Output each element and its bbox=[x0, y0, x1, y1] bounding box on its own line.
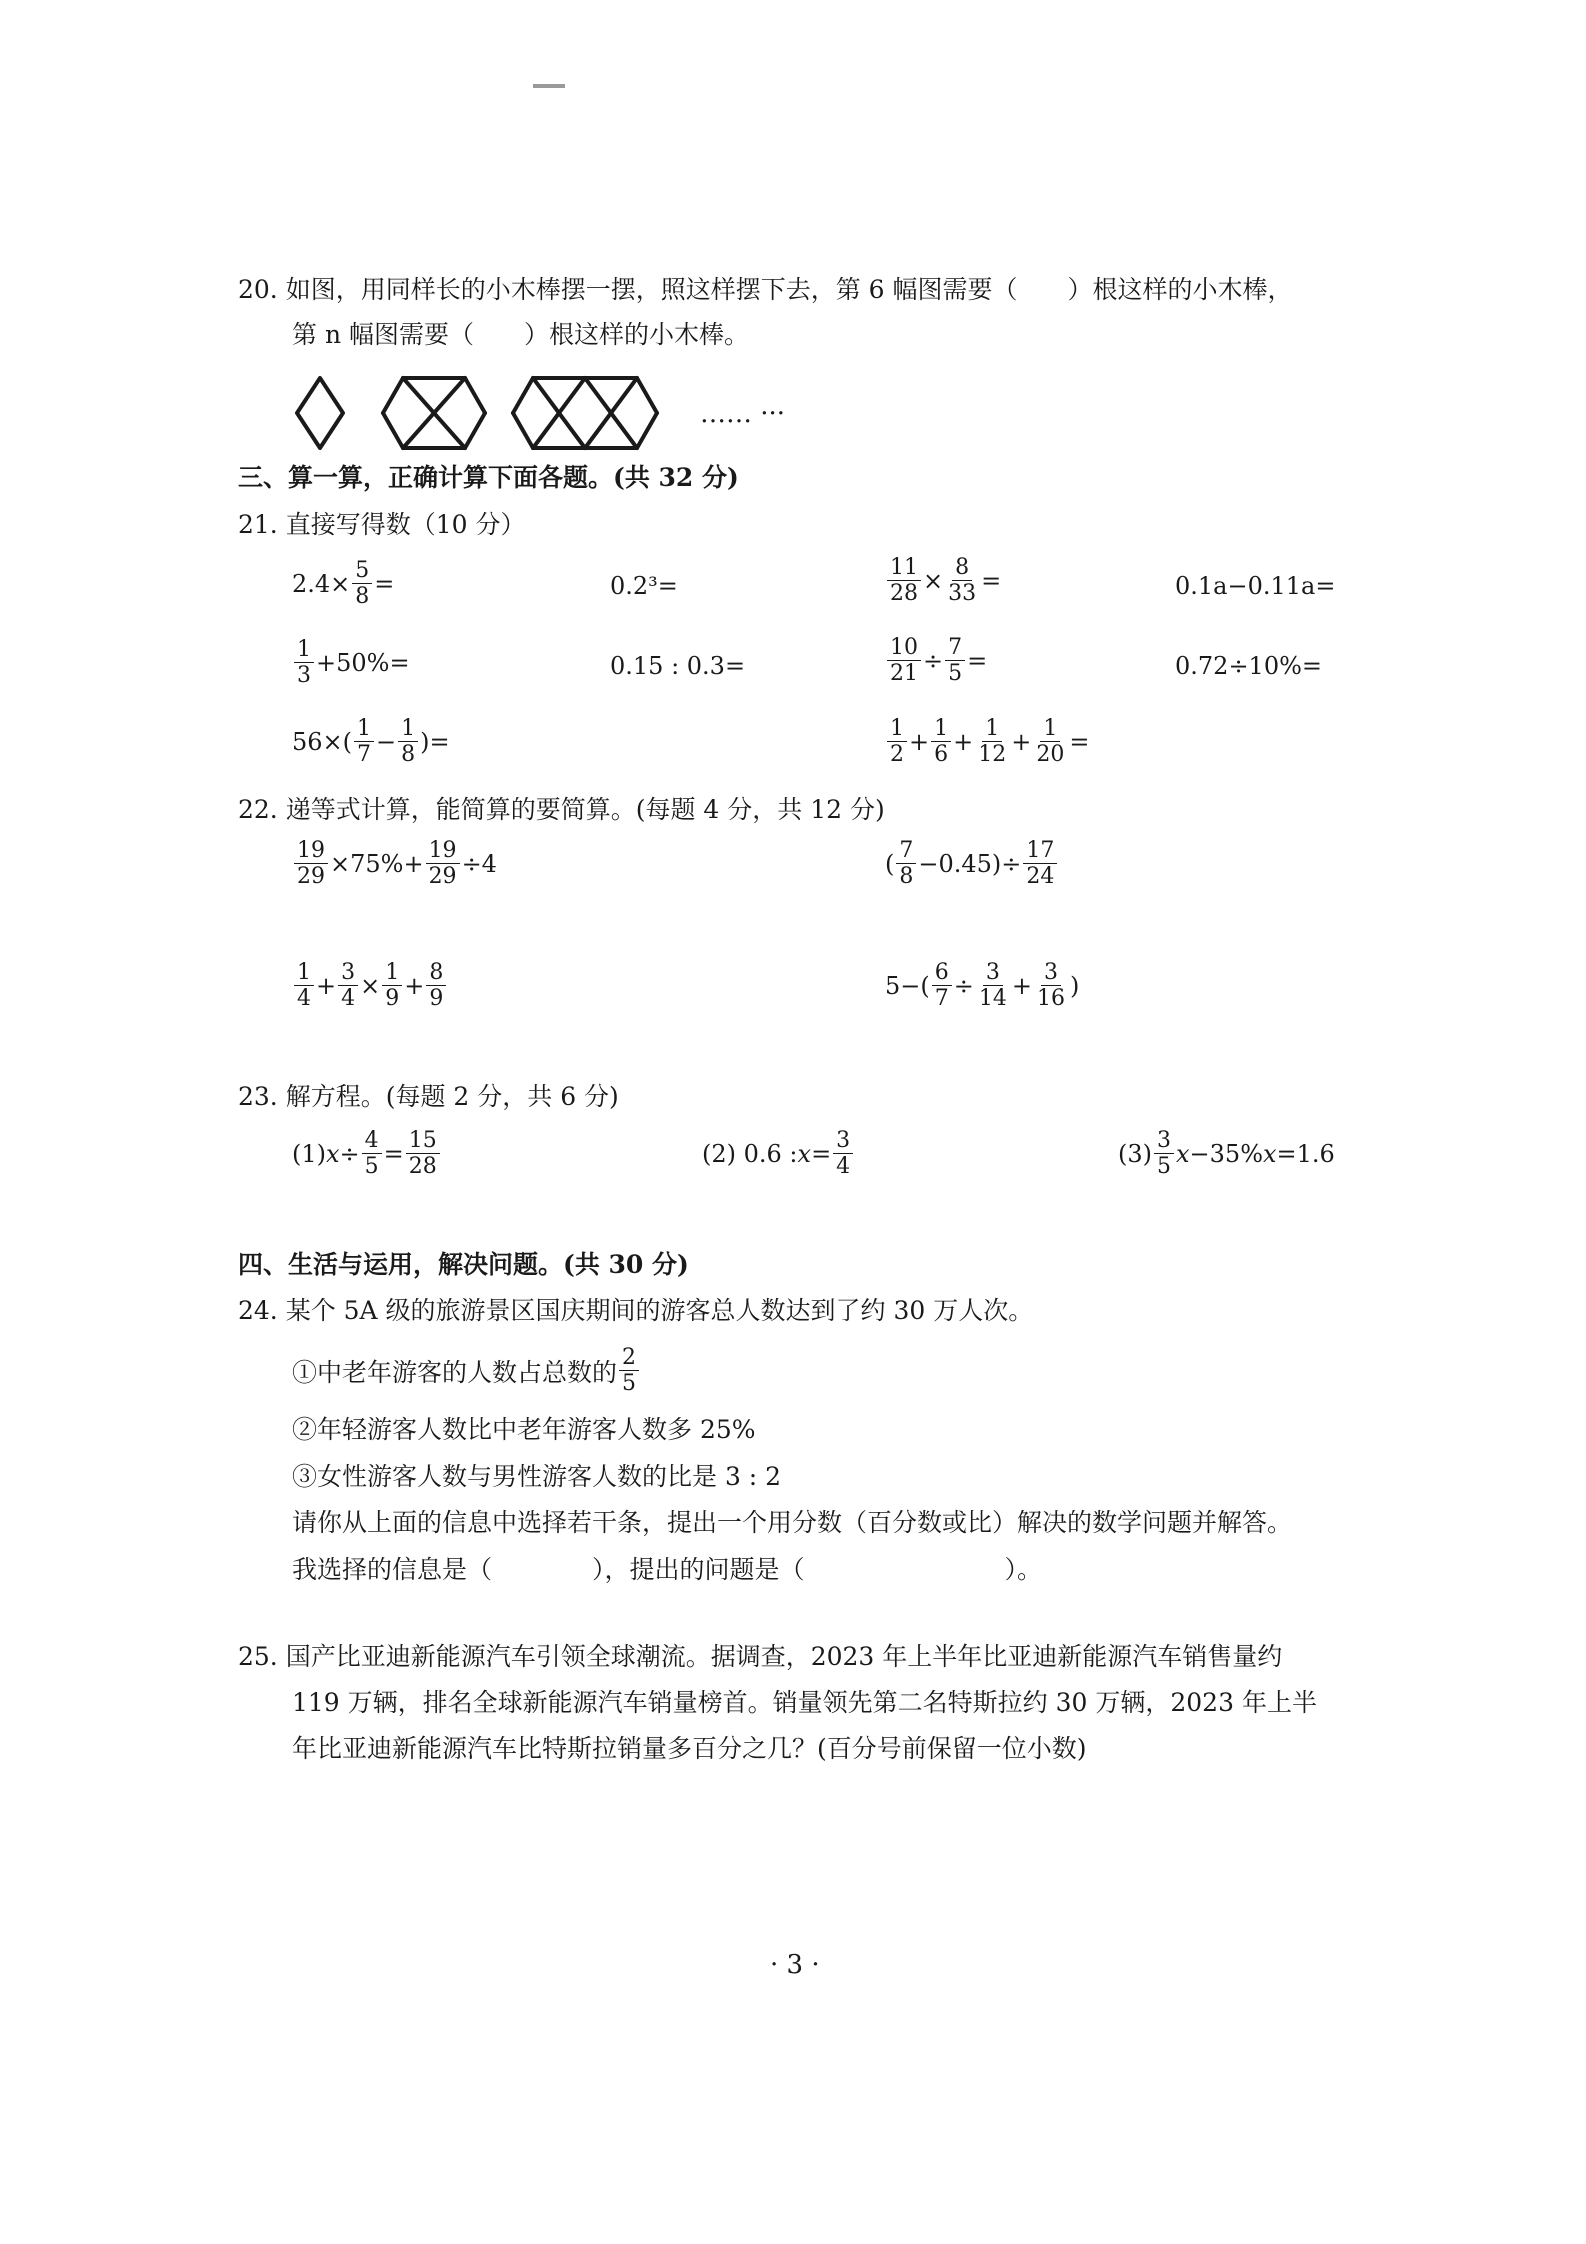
q21-b2: 0.15 : 0.3= bbox=[610, 652, 746, 680]
q21-c1: 56×( $\frac{1}{7}$ − $\frac{1}{8}$ )= bbox=[292, 716, 450, 768]
q24-info3: ③女性游客人数与男性游客人数的比是 3 : 2 bbox=[292, 1462, 782, 1491]
q21-c3: $\frac{1}{2}$ + $\frac{1}{6}$ + $\frac{1}{12}$ + $\frac{1}{20}$ = bbox=[885, 716, 1089, 768]
q21-a2: 0.2³= bbox=[610, 572, 678, 600]
q24-info1: ①中老年游客的人数占总数的 $\frac{2}{5}$ bbox=[292, 1345, 641, 1397]
q20-line2: 第 n 幅图需要（ ）根这样的小木棒。 bbox=[292, 320, 749, 349]
q25-line3: 年比亚迪新能源汽车比特斯拉销量多百分之几？(百分号前保留一位小数) bbox=[292, 1734, 1087, 1763]
q23-p2: (2) 0.6 : x = $\frac{3}{4}$ bbox=[702, 1128, 855, 1180]
q25-line2: 119 万辆，排名全球新能源汽车销量榜首。销量领先第二名特斯拉约 30 万辆，2023 年上半 bbox=[292, 1688, 1317, 1717]
q24-line1: 24. 某个 5A 级的旅游景区国庆期间的游客总人数达到了约 30 万人次。 bbox=[238, 1296, 1034, 1325]
q25-line1: 25. 国产比亚迪新能源汽车引领全球潮流。据调查，2023 年上半年比亚迪新能源汽车销售量约 bbox=[238, 1642, 1283, 1671]
matchstick-figure-2 bbox=[383, 378, 485, 448]
q21-b1: $\frac{1}{3}$ +50%= bbox=[292, 637, 410, 689]
section3-title: 三、算一算，正确计算下面各题。(共 32 分) bbox=[238, 463, 739, 492]
q22-title: 22. 递等式计算，能简算的要简算。(每题 4 分，共 12 分) bbox=[238, 795, 885, 824]
matchstick-figure-1 bbox=[297, 378, 343, 448]
q24-ask: 请你从上面的信息中选择若干条，提出一个用分数（百分数或比）解决的数学问题并解答。 bbox=[292, 1508, 1293, 1537]
q23-title: 23. 解方程。(每题 2 分，共 6 分) bbox=[238, 1082, 619, 1111]
section4-title: 四、生活与运用，解决问题。(共 30 分) bbox=[238, 1250, 689, 1279]
q22-e1: $\frac{19}{29}$ ×75%+ $\frac{19}{29}$ ÷4 bbox=[292, 838, 497, 890]
q21-a3: $\frac{11}{28}$ × $\frac{8}{33}$ = bbox=[885, 555, 1001, 607]
page-number: · 3 · bbox=[770, 1950, 820, 1980]
q22-e4: 5−( $\frac{6}{7}$ ÷ $\frac{3}{14}$ + $\frac{3}{16}$ ) bbox=[885, 960, 1080, 1012]
q21-a1: 2.4× $\frac{5}{8}$ = bbox=[292, 558, 395, 610]
q24-choose: 我选择的信息是（ ），提出的问题是（ ）。 bbox=[292, 1555, 1043, 1584]
q23-p3: (3) $\frac{3}{5}$ x −35% x =1.6 bbox=[1118, 1128, 1335, 1180]
matchstick-figure bbox=[295, 370, 875, 460]
q21-b3: $\frac{10}{21}$ ÷ $\frac{7}{5}$ = bbox=[885, 635, 987, 687]
q22-e3: $\frac{1}{4}$ + $\frac{3}{4}$ × $\frac{1}{9}$ + $\frac{8}{9}$ bbox=[292, 960, 448, 1012]
matchstick-figure-3 bbox=[513, 378, 657, 448]
q21-b4: 0.72÷10%= bbox=[1175, 652, 1322, 680]
q20-line1: 20. 如图，用同样长的小木棒摆一摆，照这样摆下去，第 6 幅图需要（ ）根这样的小木棒， bbox=[238, 275, 1293, 304]
figure-ellipsis: …… ··· bbox=[700, 399, 786, 429]
scan-mark bbox=[533, 84, 565, 88]
q21-title: 21. 直接写得数（10 分） bbox=[238, 510, 526, 539]
q21-a4: 0.1a−0.11a= bbox=[1175, 572, 1336, 600]
q24-info2: ②年轻游客人数比中老年游客人数多 25% bbox=[292, 1415, 756, 1444]
q23-p1: (1) x ÷ $\frac{4}{5}$ = $\frac{15}{28}$ bbox=[292, 1128, 442, 1180]
q22-e2: ( $\frac{7}{8}$ −0.45)÷ $\frac{17}{24}$ bbox=[885, 838, 1059, 890]
